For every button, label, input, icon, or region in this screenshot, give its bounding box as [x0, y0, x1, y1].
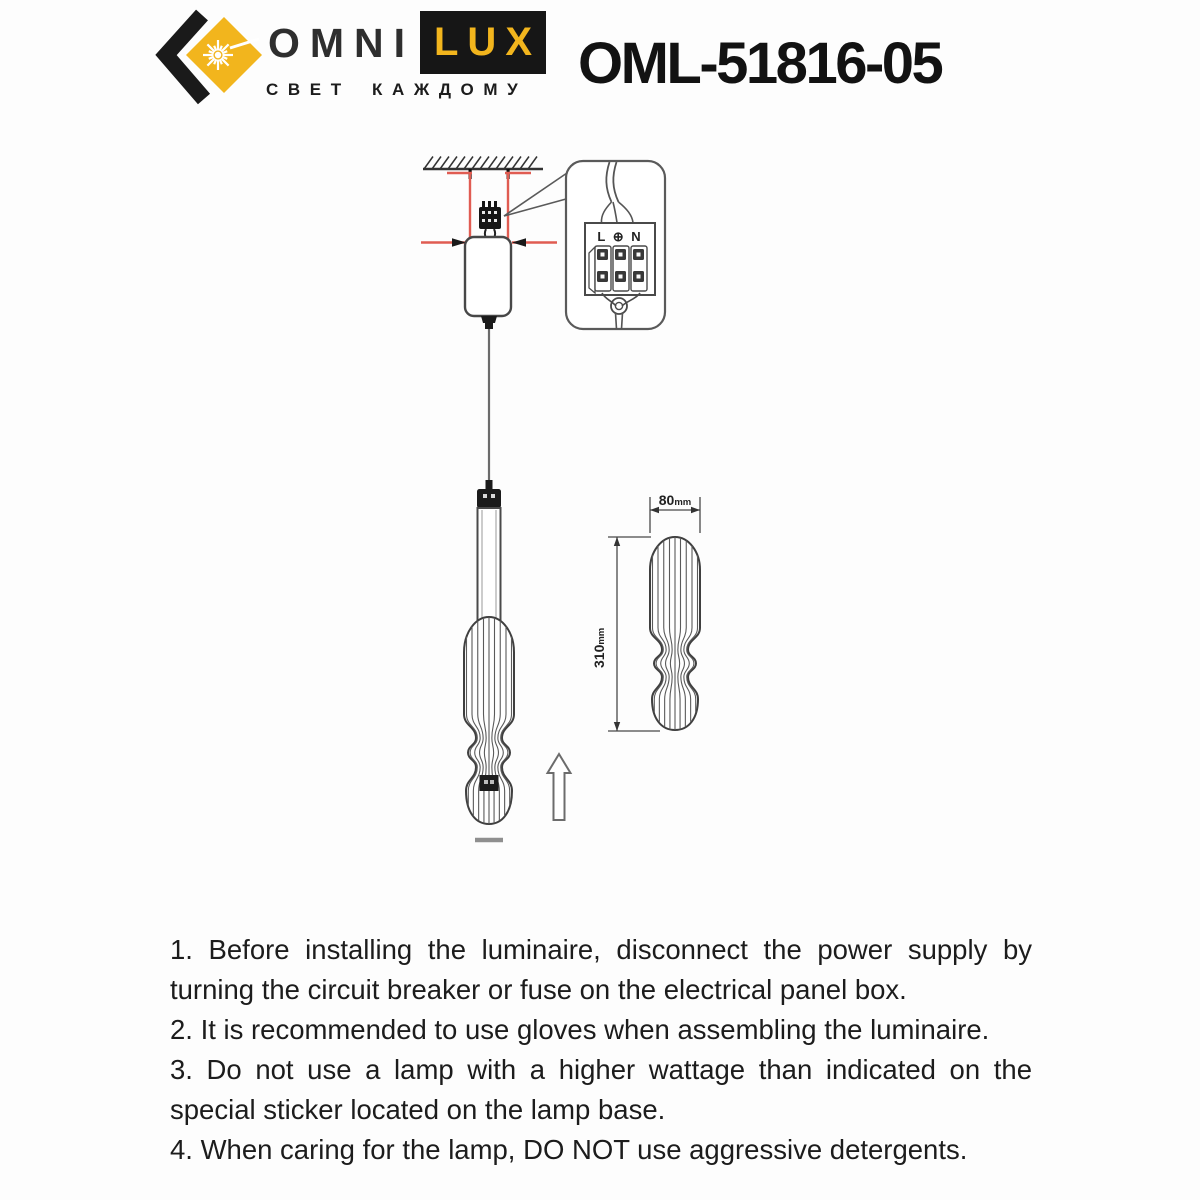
callout-line-top — [504, 173, 567, 216]
model-number: OML-51816-05 — [578, 31, 942, 96]
dimension-drawing — [591, 492, 700, 731]
up-arrow-icon — [548, 754, 571, 820]
lamp-cap — [477, 489, 501, 508]
terminal-block — [589, 246, 647, 293]
instruction-item-2: 2. It is recommended to use gloves when assembling the luminaire. — [170, 1014, 990, 1045]
lamp-stem — [486, 480, 493, 490]
power-connector — [479, 201, 501, 238]
instruction-item-1: 1. Before installing the luminaire, disconnect the power supply by turning the circuit breaker or fuse on the electrical panel box. — [170, 934, 1032, 1005]
wiring-detail-bubble — [566, 161, 665, 329]
brand-word-lux: LUX — [434, 20, 541, 64]
ceiling-canopy — [465, 237, 511, 316]
cord-grip — [481, 316, 497, 329]
terminal-label: L ⊕ N — [597, 229, 643, 244]
dimension-shade — [650, 537, 700, 730]
height-dimension-label: 310mm — [591, 627, 607, 668]
ceiling-hatch — [424, 157, 537, 170]
brand-word-omni: OMNI — [268, 20, 416, 66]
lamp-shade — [464, 617, 514, 824]
width-dimension-label: 80mm — [658, 492, 692, 508]
brand-tagline: СВЕТ КАЖДОМУ — [266, 80, 528, 99]
instruction-item-4: 4. When caring for the lamp, DO NOT use aggressive detergents. — [170, 1134, 968, 1165]
instruction-item-3: 3. Do not use a lamp with a higher wattage than indicated on the special sticker located on the lamp base. — [170, 1054, 1032, 1125]
arrow-left-icon — [512, 238, 526, 246]
instructions-list — [170, 930, 1032, 1170]
lamp-tube — [478, 508, 501, 620]
callout-line-bottom — [504, 199, 566, 216]
